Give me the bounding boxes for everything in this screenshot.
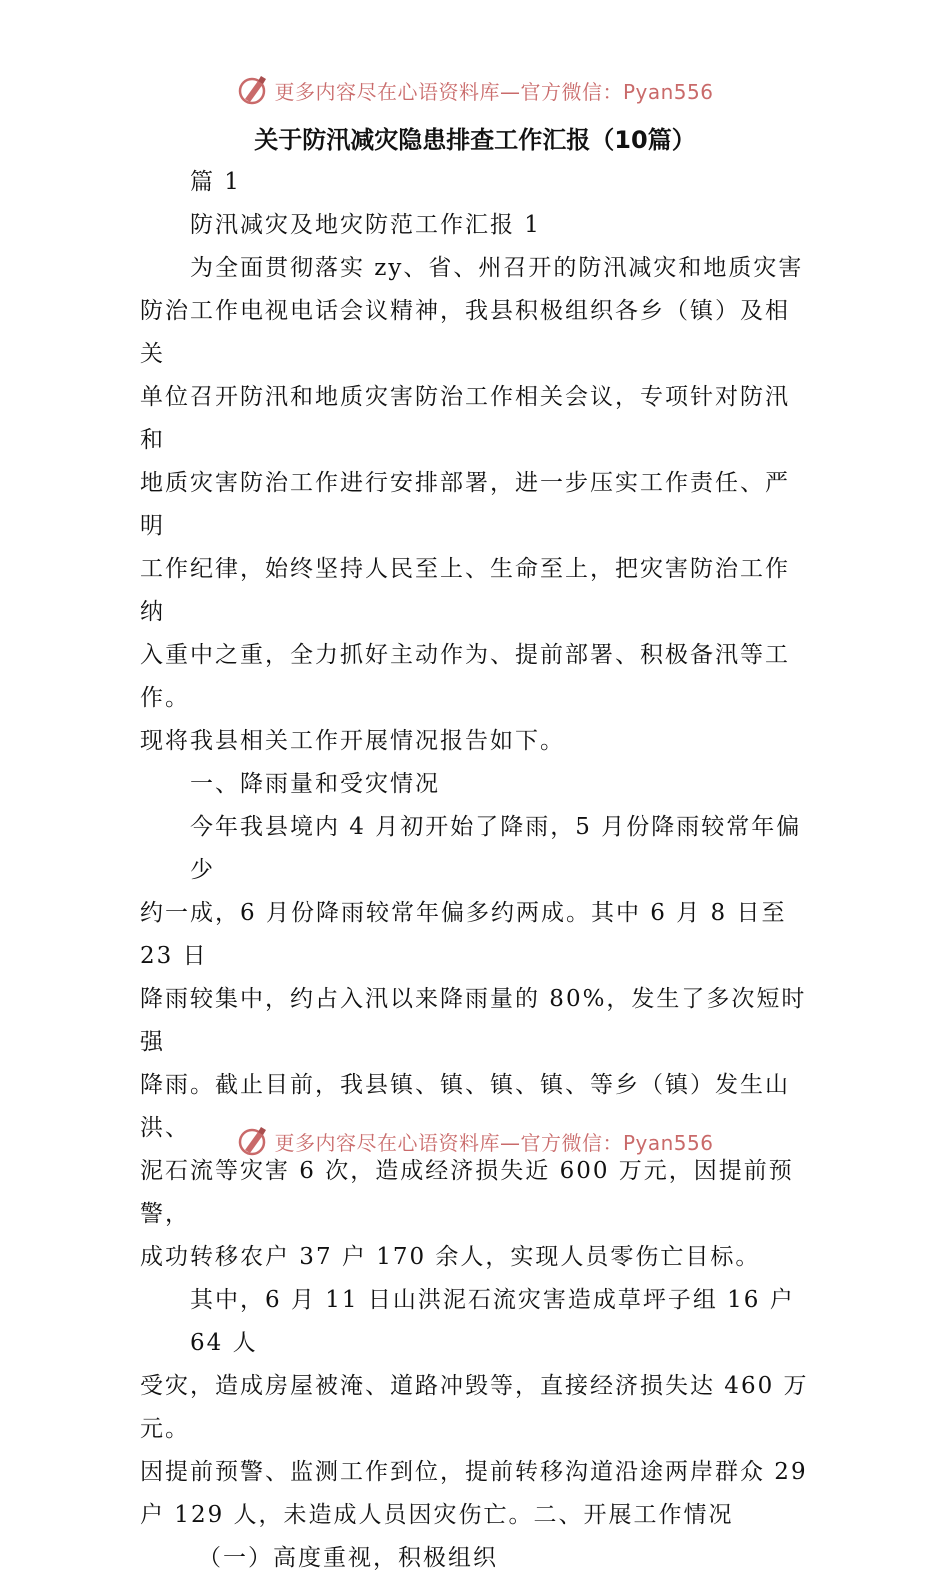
subtitle-line: 防汛减灾及地灾防范工作汇报 1 xyxy=(190,212,541,238)
paragraph-line: 单位召开防汛和地质灾害防治工作相关会议，专项针对防汛和 xyxy=(140,384,790,453)
paragraph-line: 现将我县相关工作开展情况报告如下。 xyxy=(140,728,565,754)
watermark-text: 更多内容尽在心语资料库—官方微信：Pyan556 xyxy=(274,79,714,104)
paragraph-line: 受灾，造成房屋被淹、道路冲毁等，直接经济损失达 460 万元。 xyxy=(140,1373,809,1442)
paragraph-line: 防治工作电视电话会议精神，我县积极组织各乡（镇）及相关 xyxy=(140,298,790,367)
paragraph-line: 降雨较集中，约占入汛以来降雨量的 80%，发生了多次短时强 xyxy=(140,986,807,1055)
watermark-text: 更多内容尽在心语资料库—官方微信：Pyan556 xyxy=(274,1130,714,1155)
heading-line: 一、降雨量和受灾情况 xyxy=(190,771,440,797)
section-label: 篇 1 xyxy=(190,169,241,195)
paragraph-line: 户 129 人，未造成人员因灾伤亡。二、开展工作情况 xyxy=(140,1502,734,1528)
paragraph-line: 约一成，6 月份降雨较常年偏多约两成。其中 6 月 8 日至 23 日 xyxy=(140,900,787,969)
watermark-bottom xyxy=(0,1119,950,1163)
heading-line: （一）高度重视，积极组织 xyxy=(198,1545,498,1571)
paragraph-line: 其中，6 月 11 日山洪泥石流灾害造成草坪子组 16 户 64 人 xyxy=(190,1287,795,1356)
document-body xyxy=(140,161,810,1580)
paragraph-line: 泥石流等灾害 6 次，造成经济损失近 600 万元，因提前预警， xyxy=(140,1158,794,1227)
paragraph-line: 降雨。截止目前，我县镇、镇、镇、镇、等乡（镇）发生山洪、 xyxy=(140,1072,790,1141)
paragraph-line: 为全面贯彻落实 zy、省、州召开的防汛减灾和地质灾害 xyxy=(190,255,804,281)
paragraph-line: 成功转移农户 37 户 170 余人，实现人员零伤亡目标。 xyxy=(140,1244,761,1270)
pen-logo-icon xyxy=(236,73,270,107)
pen-logo-icon xyxy=(236,1124,270,1158)
paragraph-line: 工作纪律，始终坚持人民至上、生命至上，把灾害防治工作纳 xyxy=(140,556,790,625)
paragraph-line: 因提前预警、监测工作到位，提前转移沟道沿途两岸群众 29 xyxy=(140,1459,808,1485)
paragraph-line: 今年我县境内 4 月初开始了降雨，5 月份降雨较常年偏少 xyxy=(190,814,802,883)
document-title: 关于防汛减灾隐患排查工作汇报（10篇） xyxy=(254,126,696,154)
paragraph-line: 入重中之重，全力抓好主动作为、提前部署、积极备汛等工作。 xyxy=(140,642,790,711)
paragraph-line: 地质灾害防治工作进行安排部署，进一步压实工作责任、严明 xyxy=(140,470,790,539)
watermark-top xyxy=(0,68,950,112)
